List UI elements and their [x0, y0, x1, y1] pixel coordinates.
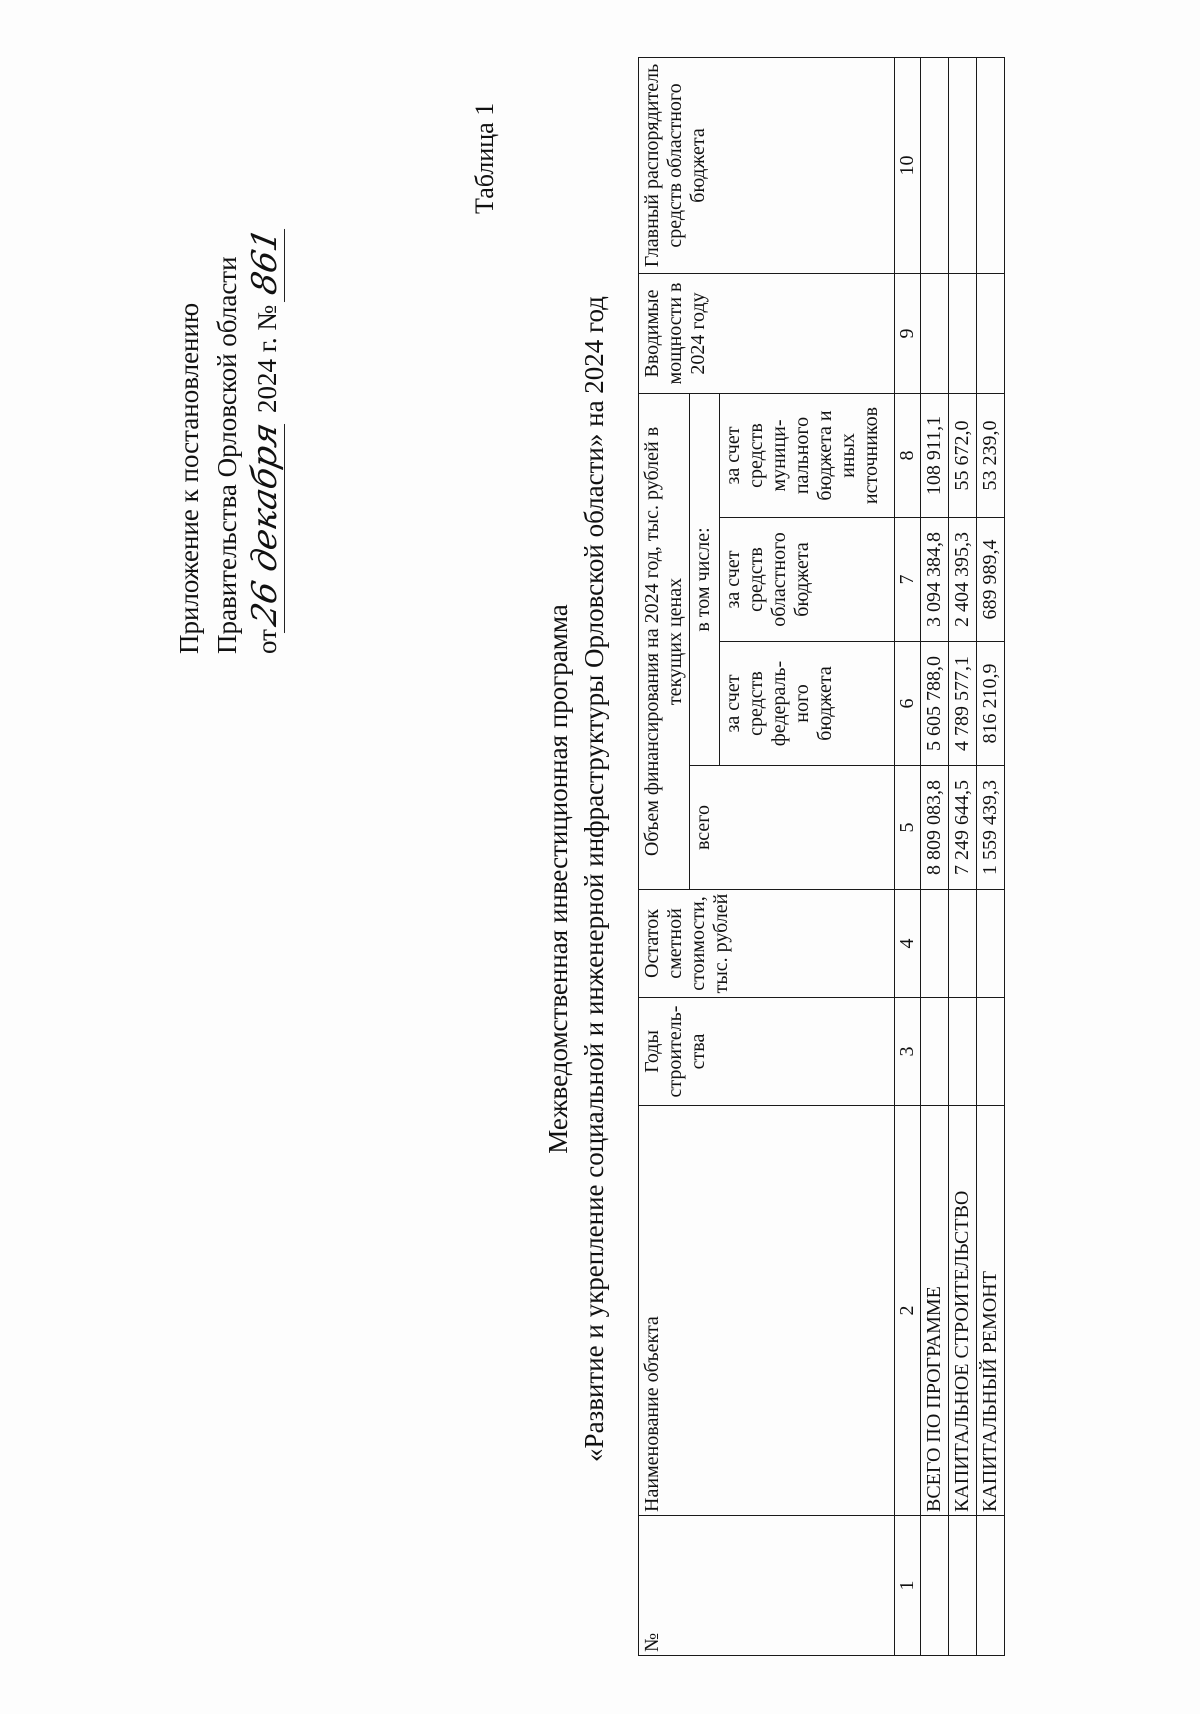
program-table-wrap — [638, 57, 1005, 1656]
row-number — [977, 1516, 1005, 1656]
document-title — [540, 204, 612, 1554]
appendix-line-1: Приложение к постановлению — [174, 302, 204, 654]
column-number-row — [895, 58, 921, 1656]
row-manager — [977, 58, 1005, 274]
row-capacity — [977, 274, 1005, 394]
row-capacity — [949, 274, 977, 394]
row-federal: 4 789 577,1 — [949, 642, 977, 766]
handwritten-number: 861 — [246, 221, 285, 302]
header-federal: за счет средств федераль-ного бюджета — [720, 642, 895, 766]
header-row-1 — [639, 58, 690, 1656]
appendix-line-2: Правительства Орловской области — [212, 256, 242, 654]
appendix-year-text: 2024 г. № — [252, 304, 282, 413]
header-financing-group: Объем финансирования на 2024 год, тыс. рублей в текущих ценах — [639, 394, 690, 890]
column-number: 1 — [895, 1516, 921, 1656]
row-regional: 3 094 384,8 — [921, 518, 949, 642]
row-regional: 2 404 395,3 — [949, 518, 977, 642]
column-number: 5 — [895, 766, 921, 890]
row-federal: 816 210,9 — [977, 642, 1005, 766]
row-municipal: 55 672,0 — [949, 394, 977, 518]
table-row — [921, 58, 949, 1656]
row-total: 8 809 083,8 — [921, 766, 949, 890]
row-municipal: 108 911,1 — [921, 394, 949, 518]
row-number — [921, 1516, 949, 1656]
row-remainder — [921, 890, 949, 998]
row-total: 7 249 644,5 — [949, 766, 977, 890]
handwritten-date: 26 декабря — [246, 416, 285, 634]
row-years — [921, 998, 949, 1106]
row-remainder — [977, 890, 1005, 998]
row-years — [949, 998, 977, 1106]
column-number: 6 — [895, 642, 921, 766]
header-regional: за счет средств областного бюджета — [720, 518, 895, 642]
row-name: КАПИТАЛЬНЫЙ РЕМОНТ — [977, 1106, 1005, 1516]
column-number: 8 — [895, 394, 921, 518]
header-number: № — [639, 1516, 895, 1656]
title-line-2: «Развитие и укрепление социальной и инженерной инфраструктуры Орловской области» на 2024 год — [579, 296, 609, 1462]
column-number: 3 — [895, 998, 921, 1106]
table-row — [977, 58, 1005, 1656]
column-number: 9 — [895, 274, 921, 394]
row-capacity — [921, 274, 949, 394]
header-object-name: Наименование объекта — [639, 1106, 895, 1516]
header-budget-manager: Главный распорядитель средств областного бюджета — [639, 58, 895, 274]
header-cost-remainder: Остаток сметной стоимости, тыс. рублей — [639, 890, 895, 998]
row-federal: 5 605 788,0 — [921, 642, 949, 766]
row-total: 1 559 439,3 — [977, 766, 1005, 890]
column-number: 7 — [895, 518, 921, 642]
row-name: КАПИТАЛЬНОЕ СТРОИТЕЛЬСТВО — [949, 1106, 977, 1516]
header-including: в том числе: — [690, 394, 720, 766]
row-manager — [949, 58, 977, 274]
column-number: 2 — [895, 1106, 921, 1516]
header-capacity: Вводимые мощности в 2024 году — [639, 274, 895, 394]
title-line-1: Межведомственная инвестиционная программа — [543, 604, 573, 1154]
column-number: 4 — [895, 890, 921, 998]
appendix-from-label: от — [252, 629, 282, 654]
table-row — [949, 58, 977, 1656]
row-regional: 689 989,4 — [977, 518, 1005, 642]
row-years — [977, 998, 1005, 1106]
program-table — [638, 57, 1005, 1656]
column-number: 10 — [895, 58, 921, 274]
table-label: Таблица 1 — [470, 102, 499, 214]
appendix-block — [170, 94, 286, 654]
header-construction-years: Годы строитель-ства — [639, 998, 895, 1106]
row-number — [949, 1516, 977, 1656]
row-manager — [921, 58, 949, 274]
row-name: ВСЕГО ПО ПРОГРАММЕ — [921, 1106, 949, 1516]
row-municipal: 53 239,0 — [977, 394, 1005, 518]
row-remainder — [949, 890, 977, 998]
appendix-line-3 — [246, 94, 286, 654]
header-total: всего — [690, 766, 895, 890]
header-municipal: за счет средств муници-пального бюджета и иных источников — [720, 394, 895, 518]
